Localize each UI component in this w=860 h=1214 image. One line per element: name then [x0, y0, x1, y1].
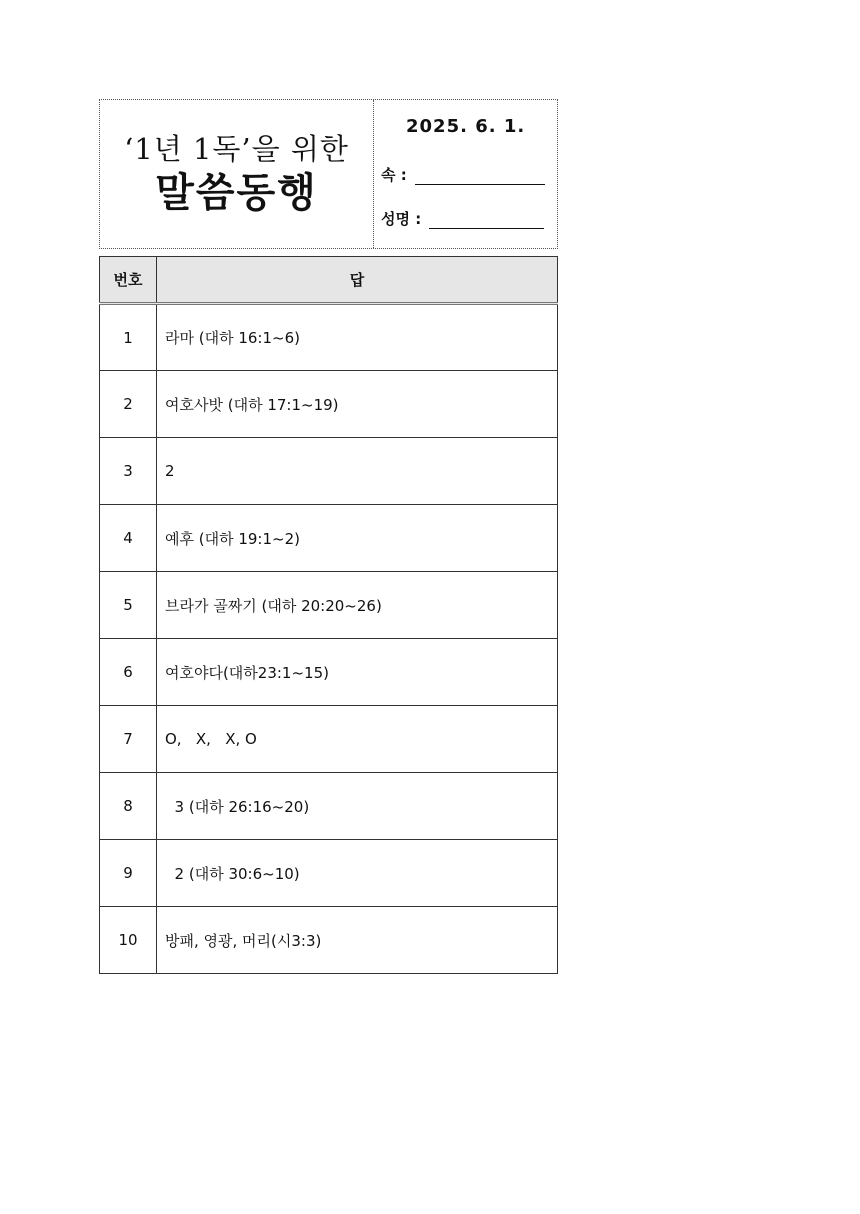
table-row [100, 572, 558, 639]
row-answer: 방패, 영광, 머리(시3:3) [157, 907, 558, 974]
table-row [100, 304, 558, 371]
row-answer: 2 [157, 438, 558, 505]
row-number: 3 [100, 438, 157, 505]
row-answer: O, X, X, O [157, 706, 558, 773]
row-number: 2 [100, 371, 157, 438]
answer-table [99, 256, 558, 974]
row-number: 6 [100, 639, 157, 706]
table-row [100, 706, 558, 773]
name-blank-line[interactable] [429, 210, 544, 229]
info-cell [374, 100, 557, 248]
table-row [100, 639, 558, 706]
table-row [100, 773, 558, 840]
row-number: 7 [100, 706, 157, 773]
row-number: 9 [100, 840, 157, 907]
table-row [100, 438, 558, 505]
row-answer: 3 (대하 26:16~20) [157, 773, 558, 840]
row-answer: 여호사밧 (대하 17:1~19) [157, 371, 558, 438]
row-number: 8 [100, 773, 157, 840]
title-cell [100, 100, 374, 248]
row-number: 4 [100, 505, 157, 572]
table-row [100, 840, 558, 907]
row-answer: 브라가 골짜기 (대하 20:20~26) [157, 572, 558, 639]
sok-label: 속 : [381, 166, 407, 184]
title-line2: 말씀동행 [155, 169, 318, 216]
row-answer: 2 (대하 30:6~10) [157, 840, 558, 907]
column-header-answer: 답 [157, 257, 558, 304]
row-number: 1 [100, 304, 157, 371]
name-field [381, 208, 544, 229]
column-header-number: 번호 [100, 257, 157, 304]
sok-field [381, 164, 545, 185]
table-row [100, 907, 558, 974]
row-number: 10 [100, 907, 157, 974]
table-header-row [100, 257, 558, 304]
date: 2025. 6. 1. [406, 116, 526, 137]
table-row [100, 505, 558, 572]
row-answer: 라마 (대하 16:1~6) [157, 304, 558, 371]
row-answer: 여호야다(대하23:1~15) [157, 639, 558, 706]
name-label: 성명 : [381, 210, 422, 228]
sok-blank-line[interactable] [415, 166, 545, 185]
row-number: 5 [100, 572, 157, 639]
header-box [99, 99, 558, 249]
title-line1: ‘1년 1독’을 위한 [124, 132, 349, 166]
table-row [100, 371, 558, 438]
row-answer: 예후 (대하 19:1~2) [157, 505, 558, 572]
